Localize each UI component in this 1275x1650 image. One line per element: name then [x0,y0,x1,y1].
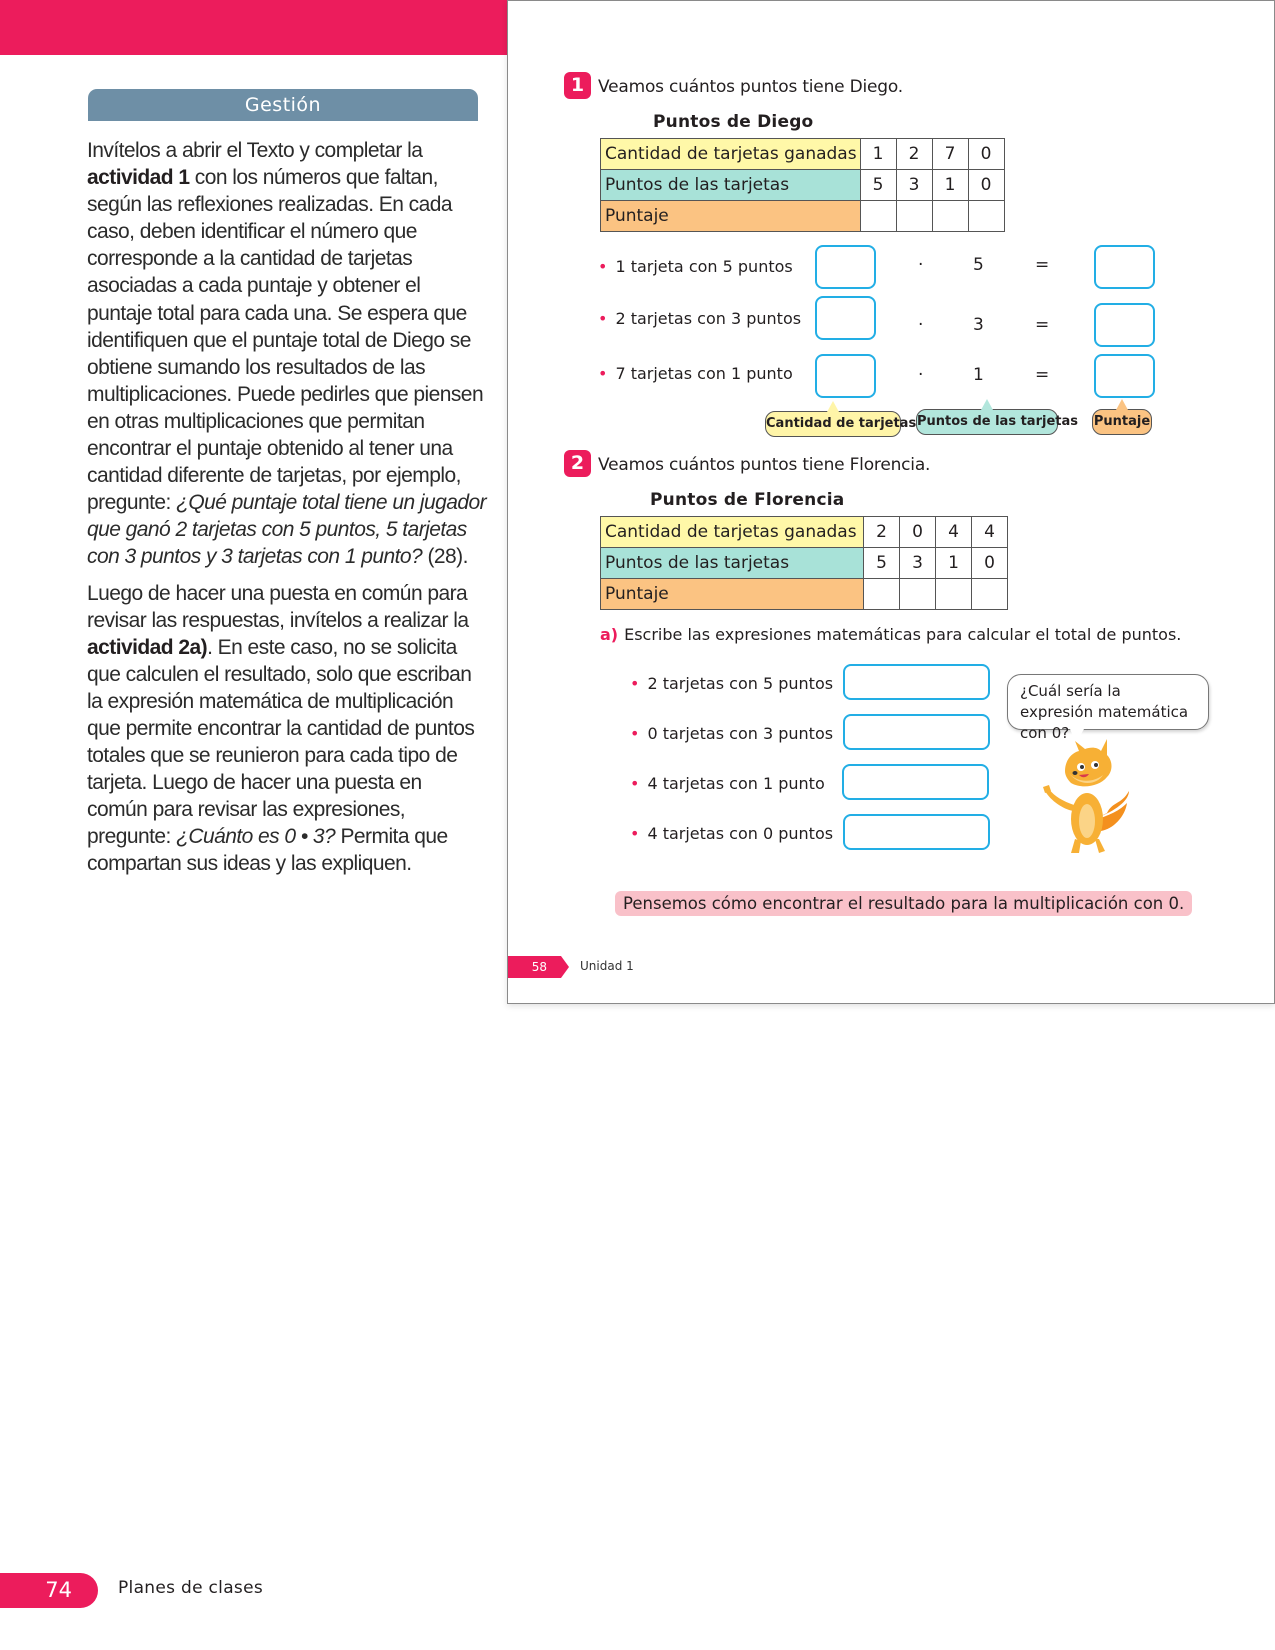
table-row: Puntaje [601,579,1008,610]
factor: 5 [973,255,984,275]
score-cell[interactable] [972,579,1008,610]
score-cell[interactable] [860,201,896,232]
score-cell[interactable] [936,579,972,610]
score-cell[interactable] [968,201,1004,232]
table-row: Puntaje [601,201,1005,232]
score-cell[interactable] [864,579,900,610]
bullet-icon: • [630,824,640,843]
table-row: Puntos de las tarjetas 5 3 1 0 [601,548,1008,579]
bullet-icon: • [598,364,608,383]
guidance-paragraph-1: Invítelos a abrir el Texto y completar la actividad 1 con los números que faltan, según las reflexiones realizadas. En cada caso, deben identificar el número que corresponde a la cantidad de tarjetas asociadas a cada puntaje y obtener el puntaje total para cada una. Se espera que identifiquen que el puntaje total de Diego se obtiene sumando los resultados de las multiplicaciones. Puede pedirles que piensen en otras multiplicaciones que permitan encontrar el puntaje obtenido al tener una cantidad diferente de tarjetas, por ejemplo, pregunte: ¿Qué puntaje total tiene un jugador que ganó 2 tarjetas con 5 puntos, 5 tarjetas con 3 puntos y 3 tarjetas con 1 punto? (28). [87,139,487,569]
guidance-paragraph-2: Luego de hacer una puesta en común para revisar las respuestas, invítelos a realizar la actividad 2a). En este caso, no se solicita que calculen el resultado, solo que escriban la expresión matemática de multiplicación que permite encontrar la cantidad de puntos totales que se reunieron para cada tipo de tarjeta. Luego de hacer una puesta en común para revisar las expresiones, pregunte: ¿Cuánto es 0 • 3? Permita que compartan sus ideas y las expliquen. [87,581,475,876]
activity-1-statement: Veamos cuántos puntos tiene Diego. [598,77,903,97]
activity-2a-item: • 4 tarjetas con 0 puntos [630,824,834,843]
tag-pointer-icon [827,401,839,412]
expression-input[interactable] [843,714,990,750]
activity-2a-item: • 4 tarjetas con 1 punto [630,774,825,793]
table-row: Cantidad de tarjetas ganadas 2 0 4 4 [601,517,1008,548]
activity-1-item: • 7 tarjetas con 1 punto [598,364,793,383]
table-row: Cantidad de tarjetas ganadas 1 2 7 0 [601,139,1005,170]
footer-label: Planes de clases [118,1578,263,1598]
equals-sign: = [1035,255,1050,275]
equals-sign: = [1035,315,1050,335]
bullet-icon: • [630,774,640,793]
expression-input[interactable] [842,764,989,800]
score-input[interactable] [1094,354,1155,398]
hint-strip: Pensemos cómo encontrar el resultado para la multiplicación con 0. [615,891,1192,916]
fox-mascot-icon [1041,739,1131,855]
gestion-header: Gestión [88,89,478,121]
diego-points-table [600,138,1005,232]
score-cell[interactable] [932,201,968,232]
tag-pointer-icon [981,399,993,410]
table-row: Puntos de las tarjetas 5 3 1 0 [601,170,1005,201]
expression-input[interactable] [843,664,990,700]
fox-speech-bubble: ¿Cuál sería la expresión matemática con 0? [1007,674,1209,730]
factor: 1 [973,365,984,385]
score-input[interactable] [1094,303,1155,347]
tag-cards-quantity: Cantidad de tarjetas [765,411,901,437]
activity-2a-item: • 0 tarjetas con 3 puntos [630,724,834,743]
tag-card-points: Puntos de las tarjetas [916,409,1058,435]
part-a-instruction: a) Escribe las expresiones matemáticas para calcular el total de puntos. [600,625,1182,644]
top-color-bar [0,0,508,55]
cards-count-input[interactable] [815,296,876,340]
expression-input[interactable] [843,814,990,850]
student-page-preview [507,0,1275,1004]
cards-count-input[interactable] [815,245,876,289]
page-number: 74 [0,1573,98,1608]
teacher-guidance-text [87,137,487,887]
activity-2-badge: 2 [564,450,591,477]
cards-count-input[interactable] [815,354,876,398]
bullet-icon: • [630,674,640,693]
unit-label: Unidad 1 [580,959,634,973]
florencia-table-title: Puntos de Florencia [650,490,845,510]
multiply-dot: · [918,365,924,385]
tag-score: Puntaje [1092,409,1152,435]
score-cell[interactable] [896,201,932,232]
florencia-points-table [600,516,1008,610]
student-page-number: 58 [508,956,561,978]
bullet-icon: • [598,309,608,328]
equals-sign: = [1035,365,1050,385]
bullet-icon: • [598,257,608,276]
diego-table-title: Puntos de Diego [653,112,814,132]
activity-2a-item: • 2 tarjetas con 5 puntos [630,674,834,693]
activity-1-item: • 1 tarjeta con 5 puntos [598,257,793,276]
score-cell[interactable] [900,579,936,610]
bullet-icon: • [630,724,640,743]
multiply-dot: · [918,315,924,335]
tag-pointer-icon [1116,399,1128,410]
activity-1-badge: 1 [564,72,591,99]
multiply-dot: · [918,255,924,275]
score-input[interactable] [1094,245,1155,289]
activity-2-statement: Veamos cuántos puntos tiene Florencia. [598,455,931,475]
factor: 3 [973,315,984,335]
activity-1-item: • 2 tarjetas con 3 puntos [598,309,802,328]
